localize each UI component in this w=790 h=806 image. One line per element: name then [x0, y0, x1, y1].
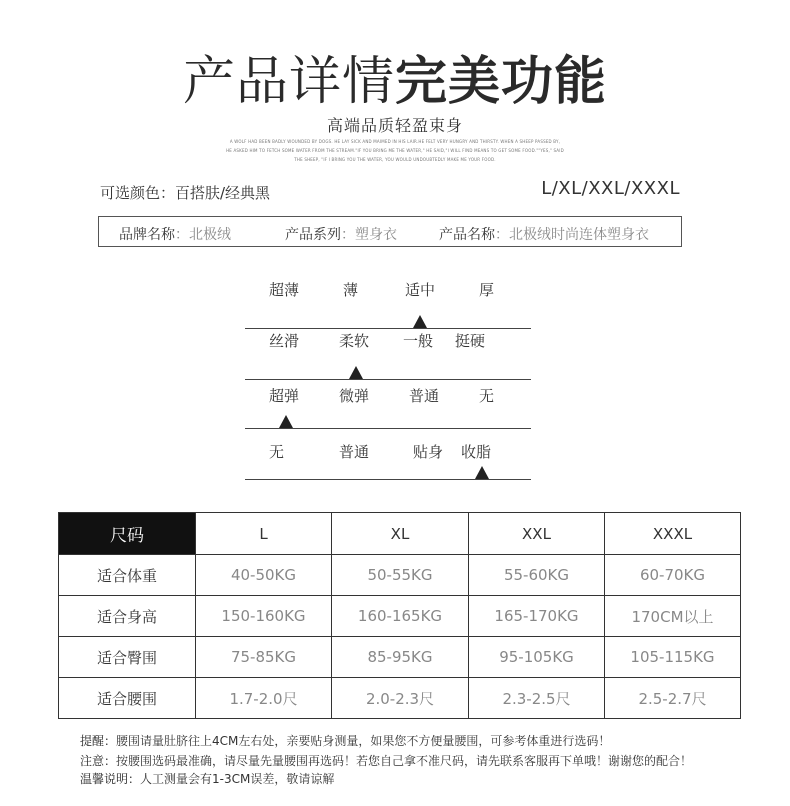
- attr-divider: [245, 428, 531, 429]
- table-row: [59, 596, 741, 637]
- available-sizes: L/XL/XXL/XXXL: [541, 178, 680, 199]
- table-cell: 165-170KG: [469, 596, 605, 637]
- attr-row-elasticity: [245, 385, 531, 429]
- table-row: [59, 678, 741, 719]
- series-value: ：塑身衣: [341, 227, 397, 243]
- table-row-header: 适合身高: [59, 596, 196, 637]
- product-info-box: [98, 216, 682, 247]
- attr-option: 超弹: [269, 387, 300, 405]
- table-row: [59, 637, 741, 678]
- attr-option: 无: [479, 387, 495, 405]
- note-reminder: [80, 732, 610, 749]
- table-cell: 60-70KG: [605, 555, 741, 596]
- note-label: 注意：: [80, 754, 117, 768]
- attr-row-softness: [245, 330, 531, 380]
- attr-row-fit: [245, 441, 531, 480]
- attr-option: 无: [269, 443, 285, 461]
- note-text: 人工测量会有1-3CM误差，敬请谅解: [140, 772, 335, 786]
- table-cell: 95-105KG: [469, 637, 605, 678]
- table-cell: 2.0-2.3尺: [332, 678, 469, 719]
- table-cell: 2.3-2.5尺: [469, 678, 605, 719]
- note-text: 腰围请量肚脐往上4CM左右处，亲要贴身测量，如果您不方便量腰围，可参考体重进行选码！: [116, 734, 611, 748]
- table-cell: 75-85KG: [196, 637, 332, 678]
- attr-option: 微弹: [339, 387, 370, 405]
- name-info: [439, 224, 649, 244]
- english-text-line: A WOLF HAD BEEN BADLY WOUNDED BY DOGS. HE LAY SICK AND MAIMED IN HIS LAIR.HE FELT VERY HUNGRY AND THIRSTY. WHEN A SHEEP PASSED BY,: [229, 139, 561, 144]
- selected-marker-icon: [413, 315, 427, 328]
- attr-option: 薄: [343, 281, 359, 299]
- table-row-header: 适合体重: [59, 555, 196, 596]
- table-cell: 2.5-2.7尺: [605, 678, 741, 719]
- table-cell: 85-95KG: [332, 637, 469, 678]
- table-header-cell: L: [196, 513, 332, 555]
- note-text: 按腰围选码最准确，请尽量先量腰围再选码！若您自己拿不准尺码，请先联系客服再下单哦！谢谢您的配合！: [116, 754, 693, 768]
- table-cell: 1.7-2.0尺: [196, 678, 332, 719]
- note-warm: [80, 770, 334, 787]
- attr-option: 超薄: [269, 281, 300, 299]
- table-cell: 170CM以上: [605, 596, 741, 637]
- table-header-cell: XXXL: [605, 513, 741, 555]
- table-row: [59, 555, 741, 596]
- selected-marker-icon: [349, 366, 363, 379]
- title-light: 产品详情: [182, 52, 395, 112]
- size-chart-table: [58, 512, 741, 719]
- selected-marker-icon: [475, 466, 489, 479]
- page-subtitle: 高端品质轻盈束身: [326, 116, 463, 135]
- table-cell: 40-50KG: [196, 555, 332, 596]
- brand-info: [119, 224, 231, 244]
- series-label: 产品系列: [285, 227, 341, 243]
- page-title: [0, 50, 790, 114]
- table-row-header: 适合腰围: [59, 678, 196, 719]
- table-cell: 50-55KG: [332, 555, 469, 596]
- attr-option: 厚: [479, 281, 495, 299]
- table-header-cell: 尺码: [59, 513, 196, 555]
- table-row-header: 适合臀围: [59, 637, 196, 678]
- attr-option: 一般: [403, 332, 434, 350]
- selected-marker-icon: [279, 415, 293, 428]
- table-cell: 160-165KG: [332, 596, 469, 637]
- attr-divider: [245, 379, 531, 380]
- attr-row-thickness: [245, 279, 531, 329]
- name-label: 产品名称: [439, 227, 495, 243]
- table-header-cell: XL: [332, 513, 469, 555]
- attr-option: 普通: [409, 387, 440, 405]
- attr-divider: [245, 479, 531, 480]
- series-info: [285, 224, 397, 244]
- note-label: 提醒：: [80, 734, 117, 748]
- attr-option: 贴身: [413, 443, 444, 461]
- available-colors: 可选颜色：百搭肤/经典黑: [100, 184, 271, 202]
- attr-option: 收脂: [461, 443, 492, 461]
- attr-option: 挺硬: [455, 332, 486, 350]
- brand-label: 品牌名称: [119, 227, 175, 243]
- note-label: 温馨说明：: [80, 772, 141, 786]
- attr-option: 普通: [339, 443, 370, 461]
- table-header-cell: XXL: [469, 513, 605, 555]
- english-text-line: HE ASKED HIM TO FETCH SOME WATER FROM THE STREAM."IF YOU BRING ME THE WATER," HE SAID,"I WILL FIND MEANS TO GET SOME FOOD.""YES," SAID: [226, 148, 564, 153]
- attr-divider: [245, 328, 531, 329]
- note-attention: [80, 752, 692, 769]
- table-cell: 150-160KG: [196, 596, 332, 637]
- attr-option: 适中: [405, 281, 436, 299]
- table-cell: 105-115KG: [605, 637, 741, 678]
- table-cell: 55-60KG: [469, 555, 605, 596]
- table-header-row: [59, 513, 741, 555]
- english-text-line: THE SHEEP, "IF I BRING YOU THE WATER, YOU WOULD UNDOUBTEDLY MAKE ME YOUR FOOD.: [294, 157, 496, 162]
- title-bold: 完美功能: [395, 52, 608, 112]
- brand-value: ：北极绒: [175, 227, 231, 243]
- name-value: ：北极绒时尚连体塑身衣: [495, 227, 649, 243]
- attr-option: 柔软: [339, 332, 370, 350]
- attr-option: 丝滑: [269, 332, 300, 350]
